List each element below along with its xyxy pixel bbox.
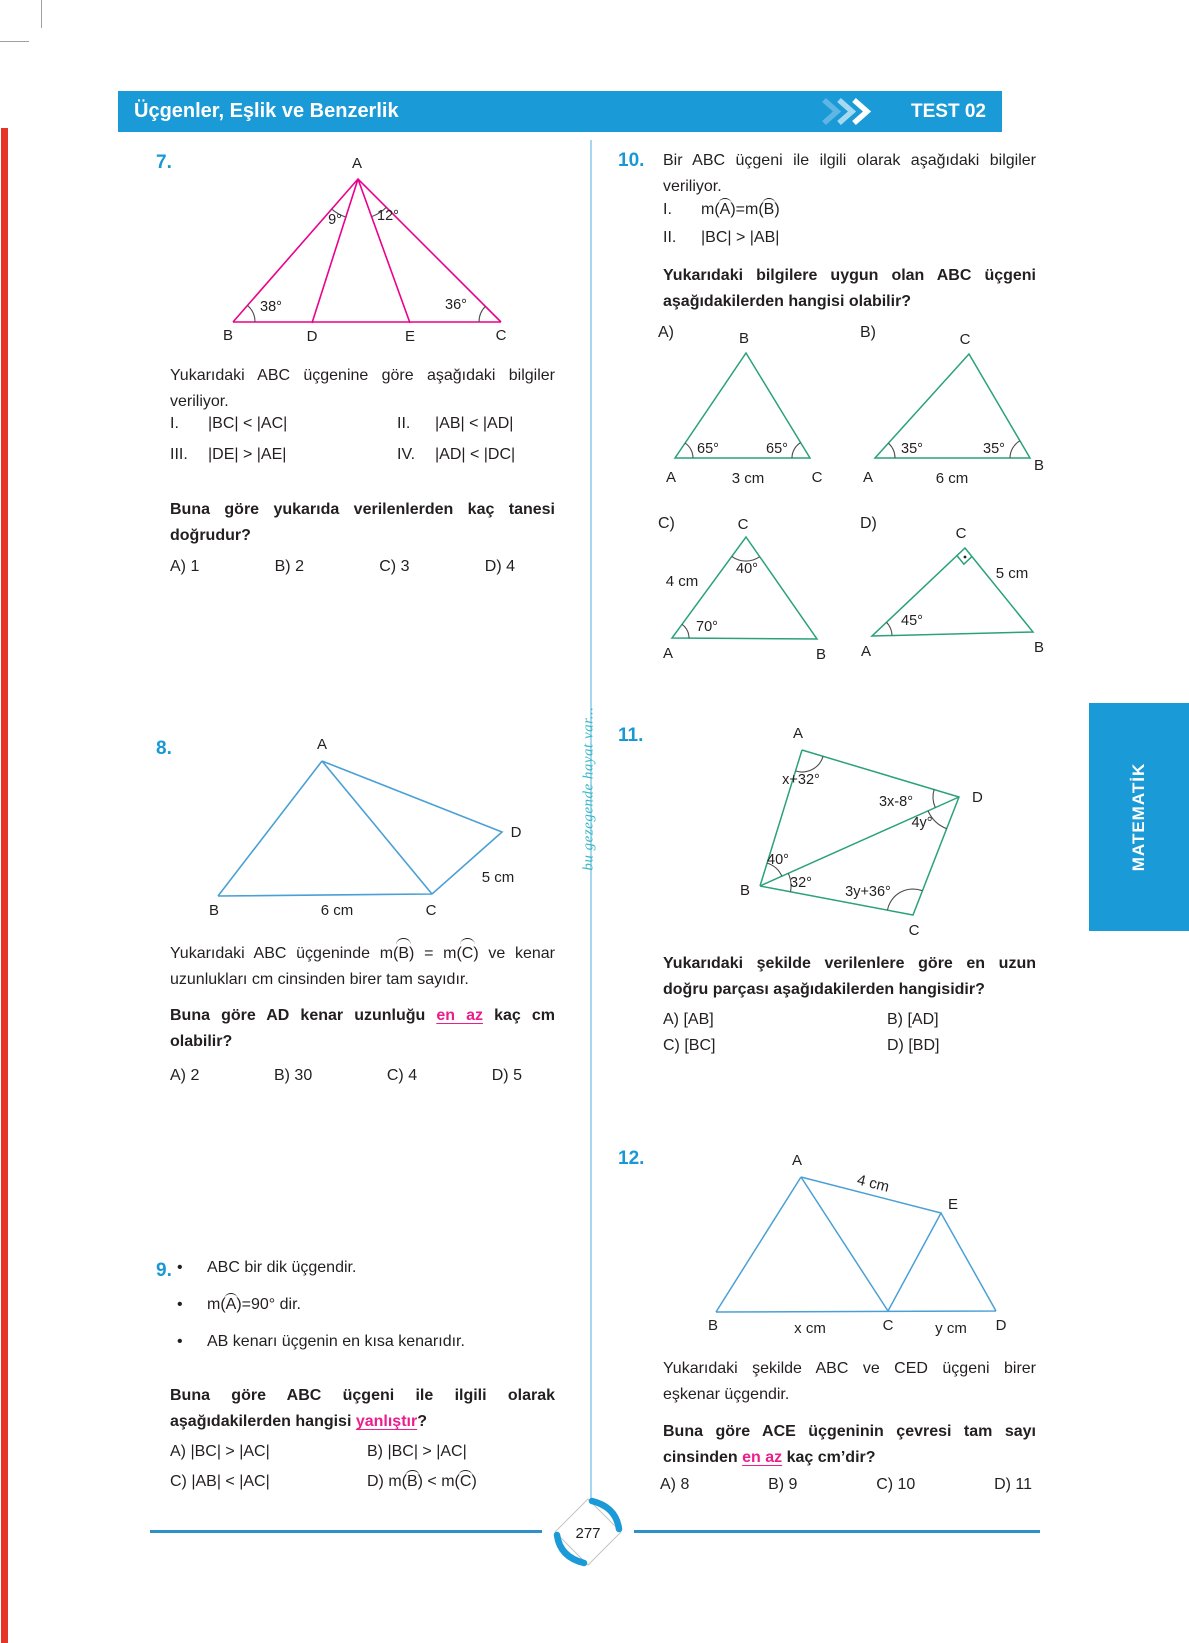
q11-options (663, 1011, 939, 1055)
q10-option-d-figure (822, 520, 1052, 675)
page-edge-red-bar (1, 128, 8, 1643)
q9-highlight-yanlistir: yanlıştır (355, 1413, 418, 1430)
q9-question-part: Buna göre ABC üçgeni ile ilgili olarak aşağıdakilerden hangisi (170, 1387, 555, 1430)
q12-vertex-E: E (947, 1196, 959, 1213)
q10c-apex: C (737, 516, 749, 533)
q9-bullet-2 (177, 1296, 557, 1319)
q7-statement-2-text: |AB| < |AD| (435, 415, 514, 432)
q9-bullets (177, 1259, 557, 1370)
q10c-right-vertex: B (815, 646, 827, 663)
q8-figure-lines (218, 761, 502, 896)
q9-bullet-2-part: )=90° dir. (236, 1296, 301, 1313)
q12-option-c: C) 10 (876, 1476, 916, 1493)
q10-option-b-letter: B) (860, 324, 876, 341)
q10-intro: Bir ABC üçgeni ile ilgili olarak aşağıdaki bilgiler veriliyor. (663, 152, 1036, 195)
q10a-angle-right: 65° (766, 441, 788, 457)
q11-question: Yukarıdaki şekilde verilenlere göre en uzun doğru parçası aşağıdakilerden hangisidir? (663, 955, 1036, 998)
q10b-triangle (875, 354, 1030, 458)
q11-angle-D1: 3x-8° (878, 794, 914, 810)
q11-vertex-B: B (739, 882, 751, 899)
page-number-badge (548, 1492, 628, 1572)
q8-vertex-C: C (425, 902, 437, 919)
q7-statement-2 (397, 415, 555, 433)
q7-angle-9: 9° (328, 212, 342, 228)
q10-option-d-letter: D) (860, 515, 877, 532)
sidebar-subject-tab (1089, 703, 1189, 931)
q9-bullet-2-part: m( (207, 1296, 226, 1313)
q10-statement-2-text: |BC| > |AB| (701, 229, 780, 246)
q7-vertex-E: E (404, 328, 416, 345)
q9-bullet-1 (177, 1259, 557, 1282)
q10a-left-vertex: A (665, 469, 677, 486)
q12-vertex-A: A (791, 1152, 803, 1169)
q10b-apex: C (959, 331, 971, 348)
q10b-angle-left: 35° (901, 441, 923, 457)
q7-figure (150, 150, 550, 350)
q8-options (170, 1067, 522, 1085)
q7-option-d: D) 4 (484, 558, 515, 575)
q9-option-d (367, 1473, 477, 1491)
q8-hat-C: C (462, 941, 474, 967)
q10-statement-1-part: )=m( (730, 201, 764, 218)
q10-question: Yukarıdaki bilgilere uygun olan ABC üçgeni aşağıdakilerden hangisi olabilir? (663, 267, 1036, 310)
q7-vertex-B: B (222, 327, 234, 344)
q10a-right-vertex: C (811, 469, 823, 486)
q9-bullet-3 (177, 1333, 557, 1356)
crop-mark-vertical (41, 0, 42, 28)
q7-option-a: A) 1 (170, 558, 200, 575)
q9-bullet-3-text: AB kenarı üçgenin en kısa kenarıdır. (207, 1333, 465, 1350)
q10b-base-length: 6 cm (935, 470, 969, 487)
q8-vertex-A: A (316, 736, 328, 753)
q8-length-cd: 5 cm (481, 869, 515, 886)
q8-option-c: C) 4 (386, 1067, 418, 1084)
q12-intro: Yukarıdaki şekilde ABC ve CED üçgeni birer eşkenar üçgendir. (663, 1360, 1036, 1403)
q11-option-d: D) [BD] (887, 1037, 940, 1054)
q10d-angle-left: 45° (901, 613, 923, 629)
q9-option-c: C) |AB| < |AC| (170, 1473, 270, 1490)
q10-option-a-letter: A) (658, 324, 674, 341)
q10d-arcs (887, 622, 893, 635)
q10-statement-1-part: m( (701, 201, 720, 218)
q7-options (170, 558, 515, 576)
test-number-label: TEST 02 (911, 101, 986, 122)
bullet-icon: • (177, 1333, 183, 1350)
q7-roman-4: IV. (397, 446, 416, 463)
q12-option-a: A) 8 (660, 1476, 690, 1493)
q8-length-bc: 6 cm (320, 902, 354, 919)
q7-vertex-D: D (306, 328, 318, 345)
q9-option-d-part: D) m( (367, 1473, 407, 1490)
q8-option-d: D) 5 (491, 1067, 522, 1084)
q10d-right-angle-dot (964, 556, 967, 559)
q11-option-b: B) [AD] (887, 1011, 939, 1028)
q10-statement-2 (663, 229, 779, 247)
q12-question-part: kaç cm’dir? (782, 1449, 876, 1466)
q10-number: 10. (618, 150, 645, 171)
q12-option-b: B) 9 (768, 1476, 798, 1493)
q9-options (170, 1443, 477, 1491)
q8-vertex-D: D (510, 824, 522, 841)
q12-vertex-C: C (882, 1317, 894, 1334)
q8-highlight-en-az: en az (436, 1007, 484, 1024)
q8-number: 8. (156, 738, 172, 759)
q10-option-a-figure (660, 330, 835, 490)
q9-option-b: B) |BC| > |AC| (367, 1443, 467, 1460)
q10d-triangle (872, 548, 1033, 636)
q9-question (170, 1383, 555, 1435)
q7-statement-1-text: |BC| < |AC| (208, 415, 288, 432)
watermark-script-text: bu gezegende hayat var... (580, 706, 597, 871)
q10b-left-vertex: A (862, 469, 874, 486)
q10a-angle-left: 65° (697, 441, 719, 457)
q8-question-part: Buna göre AD kenar uzunluğu (170, 1007, 437, 1024)
q8-vertex-B: B (208, 902, 220, 919)
q12-vertex-B: B (707, 1317, 719, 1334)
q10b-angle-right: 35° (983, 441, 1005, 457)
q8-intro-part: Yukarıdaki ABC üçgeninde m( (170, 945, 399, 962)
crop-mark-horizontal (0, 41, 29, 42)
q10a-base-length: 3 cm (731, 470, 765, 487)
q11-option-a: A) [AB] (663, 1011, 714, 1028)
q9-question-part: ? (417, 1413, 427, 1430)
q8-option-b: B) 30 (273, 1067, 313, 1084)
q10c-side-length: 4 cm (665, 573, 699, 590)
q7-angle-12: 12° (377, 208, 399, 224)
q12-highlight-en-az: en az (742, 1449, 783, 1466)
q10-option-c-figure (640, 516, 840, 675)
bullet-icon: • (177, 1296, 183, 1313)
q7-statement-3 (170, 446, 397, 464)
q7-number: 7. (156, 152, 172, 173)
sidebar-subject-label: MATEMATİK (1129, 762, 1148, 872)
q12-figure (660, 1140, 1045, 1340)
q12-number: 12. (618, 1148, 645, 1169)
q10-statement-1-part: ) (774, 201, 780, 218)
q7-statement-4-text: |AD| < |DC| (435, 446, 516, 463)
q7-option-c: C) 3 (379, 558, 410, 575)
q7-roman-1: I. (170, 415, 179, 432)
q11-vertex-C: C (908, 922, 920, 939)
q12-question-part: Buna göre ACE üçgeninin çevresi tam sayı cinsinden (663, 1423, 1036, 1466)
q10-roman-2: II. (663, 229, 677, 246)
q12-length-x: x cm (794, 1320, 826, 1337)
q11-number: 11. (618, 725, 644, 746)
chevrons-icon (820, 97, 880, 126)
q10d-left-vertex: A (860, 643, 872, 660)
q9-option-d-part: ) (471, 1473, 477, 1490)
q12-vertex-D: D (995, 1317, 1007, 1334)
q11-figure (700, 712, 1020, 947)
q11-angle-C: 3y+36° (845, 884, 891, 900)
q9-bullet-2-text (207, 1296, 301, 1319)
q11-angle-A: x+32° (782, 772, 820, 788)
q10-option-c-letter: C) (658, 515, 675, 532)
q8-intro (170, 941, 555, 993)
q7-question: Buna göre yukarıda verilenlerden kaç tanesi doğrudur? (170, 501, 555, 544)
footer-rule-left (150, 1530, 542, 1533)
page-title: Üçgenler, Eşlik ve Benzerlik (134, 100, 399, 122)
q11-angle-B2: 32° (790, 875, 812, 891)
q9-option-d-part: ) < m( (417, 1473, 460, 1490)
q7-intro: Yukarıdaki ABC üçgenine göre aşağıdaki bilgiler veriliyor. (170, 367, 555, 410)
q8-hat-B: B (398, 941, 409, 967)
q9-hat-A: A (225, 1296, 237, 1313)
q12-length-ae: 4 cm (855, 1171, 891, 1196)
q7-vertex-A: A (351, 155, 363, 172)
q10-hat-B: B (763, 201, 775, 218)
q7-angle-38: 38° (260, 299, 282, 315)
q7-roman-3: III. (170, 446, 188, 463)
footer-rule-right (634, 1530, 1040, 1533)
q10a-apex: B (738, 330, 750, 347)
q8-figure (150, 735, 570, 925)
page-number: 277 (575, 1525, 601, 1542)
q10b-right-vertex: B (1033, 457, 1045, 474)
q7-angle-36: 36° (445, 297, 467, 313)
q11-angle-B1: 40° (767, 852, 789, 868)
q10c-angle-left: 70° (696, 619, 718, 635)
q7-option-b: B) 2 (274, 558, 304, 575)
q8-question-part: kaç cm olabilir? (170, 1007, 555, 1050)
q7-statement-4 (397, 446, 555, 464)
q8-intro-part: ) ve kenar uzunlukları cm cinsinden birer tam sayıdır. (170, 945, 556, 988)
q10-roman-1: I. (663, 201, 672, 218)
q11-vertex-D: D (972, 789, 983, 806)
q10c-left-vertex: A (662, 645, 674, 662)
q12-question (663, 1419, 1036, 1471)
q11-option-c: C) [BC] (663, 1037, 716, 1054)
q7-statement-3-text: |DE| > |AE| (208, 446, 287, 463)
q10-option-b-figure (822, 330, 1052, 490)
q10a-triangle (675, 353, 810, 458)
q10d-side-length: 5 cm (995, 565, 1029, 582)
q9-option-a: A) |BC| > |AC| (170, 1443, 270, 1460)
bullet-icon: • (177, 1259, 183, 1276)
q9-number: 9. (156, 1260, 172, 1281)
q12-length-y: y cm (935, 1320, 967, 1337)
q10d-apex: C (955, 525, 967, 542)
header-bar (118, 91, 1002, 132)
q7-vertex-C: C (495, 327, 507, 344)
q10-statement-1 (663, 201, 780, 219)
q9-bullet-1-text: ABC bir dik üçgendir. (207, 1259, 357, 1276)
q10c-angle-apex: 40° (736, 561, 758, 577)
q7-statements (170, 415, 555, 464)
q8-question (170, 1003, 555, 1055)
q12-options (660, 1476, 1032, 1494)
q8-intro-part: ) = m( (409, 945, 462, 962)
q12-option-d: D) 11 (994, 1476, 1032, 1493)
q10d-right-vertex: B (1033, 639, 1045, 656)
q11-vertex-A: A (792, 725, 804, 742)
q9-option-d-hat-C: C (459, 1473, 472, 1490)
q7-roman-2: II. (397, 415, 411, 432)
q8-option-a: A) 2 (170, 1067, 200, 1084)
q11-angle-D2: 4y° (911, 815, 933, 831)
q10-hat-A: A (719, 201, 731, 218)
q9-option-d-hat-B: B (406, 1473, 418, 1490)
q7-statement-1 (170, 415, 397, 433)
